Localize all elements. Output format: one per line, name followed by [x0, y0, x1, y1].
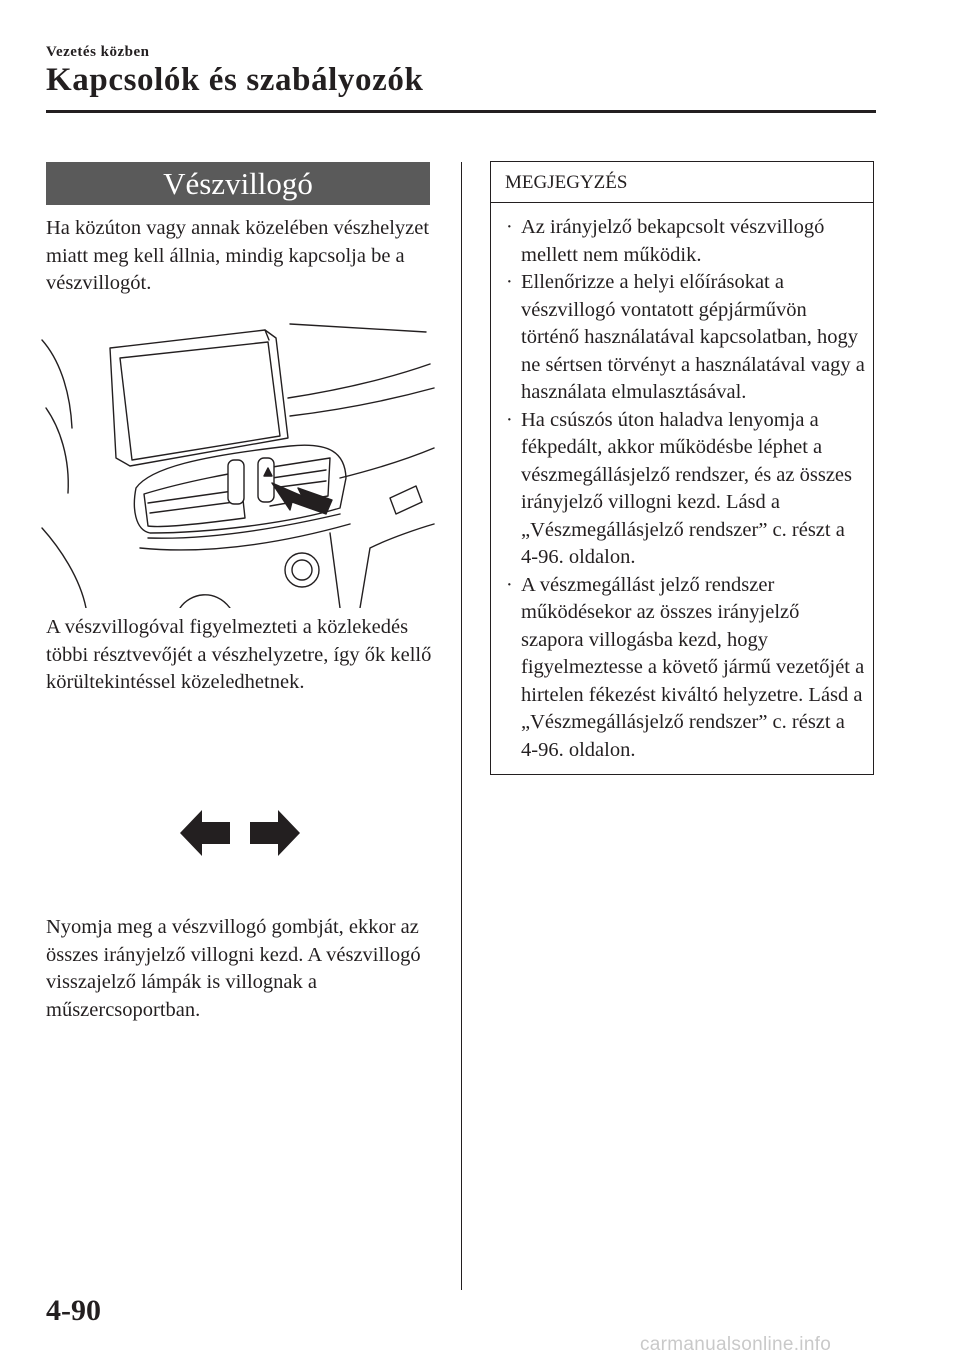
- warning-text: A vészvillogóval figyelmezteti a közlekedés többi résztvevőjét a vészhelyzetre, így ők kellő körültekintéssel közeledhetnek.: [46, 616, 432, 693]
- page-number: 4-90: [46, 1294, 101, 1327]
- note-item-text: Ha csúszós úton haladva lenyomja a fékpedált, akkor működésbe léphet a vészmegállásjelző rendszer, és az összes irányjelző villogni kezd. Lásd a „Vészmegállásjelző rendszer” c. részt a 4-96. oldalon.: [521, 408, 853, 568]
- note-title: MEGJEGYZÉS: [491, 162, 873, 203]
- press-paragraph: [46, 914, 438, 1024]
- note-item-text: Ellenőrizze a helyi előírásokat a vészvillogó vontatott gépjárművön történő használatával kapcsolatban, hogy ne sértsen törvényt a használatával vagy a használata elmulasztásával.: [521, 271, 865, 403]
- section-heading: Vészvillogó: [46, 162, 430, 205]
- note-item: [505, 214, 865, 269]
- note-item-text: Az irányjelző bekapcsolt vészvillogó mellett nem működik.: [521, 216, 825, 266]
- bullet-icon: ·: [506, 216, 513, 238]
- bullet-icon: ·: [506, 408, 513, 431]
- note-list: [505, 214, 865, 764]
- turn-signal-arrows-icon: [180, 810, 300, 856]
- column-divider: [461, 162, 462, 1290]
- note-box: [490, 161, 874, 775]
- bullet-icon: ·: [506, 573, 513, 596]
- warning-paragraph: [46, 614, 438, 697]
- header-rule: [46, 110, 876, 113]
- section-label: Vezetés közben: [46, 44, 150, 60]
- note-item-text: A vészmegállást jelző rendszer működésekor az összes irányjelző szapora villogásba kezd, hogy figyelmeztesse a követő jármű vezetőjét a hirtelen fékezést kiváltó helyzetre. Lásd a „Vészmegállásjelző rendszer” c. részt a 4-96. oldalon.: [521, 573, 865, 761]
- note-item: [505, 572, 865, 765]
- intro-paragraph: [46, 215, 438, 298]
- press-text: Nyomja meg a vészvillogó gombját, ekkor az összes irányjelző villogni kezd. A vészvillogó visszajelző lámpák is villognak a műszercsoportban.: [46, 916, 421, 1021]
- intro-text: Ha közúton vagy annak közelében vészhelyzet miatt meg kell állnia, mindig kapcsolja be a vészvillogót.: [46, 217, 430, 294]
- watermark: carmanualsonline.info: [640, 1334, 832, 1355]
- dashboard-hazard-button-illustration: [40, 318, 436, 608]
- note-item: [505, 269, 865, 407]
- bullet-icon: ·: [506, 271, 513, 293]
- chapter-title: Kapcsolók és szabályozók: [46, 62, 424, 98]
- note-item: [505, 407, 865, 572]
